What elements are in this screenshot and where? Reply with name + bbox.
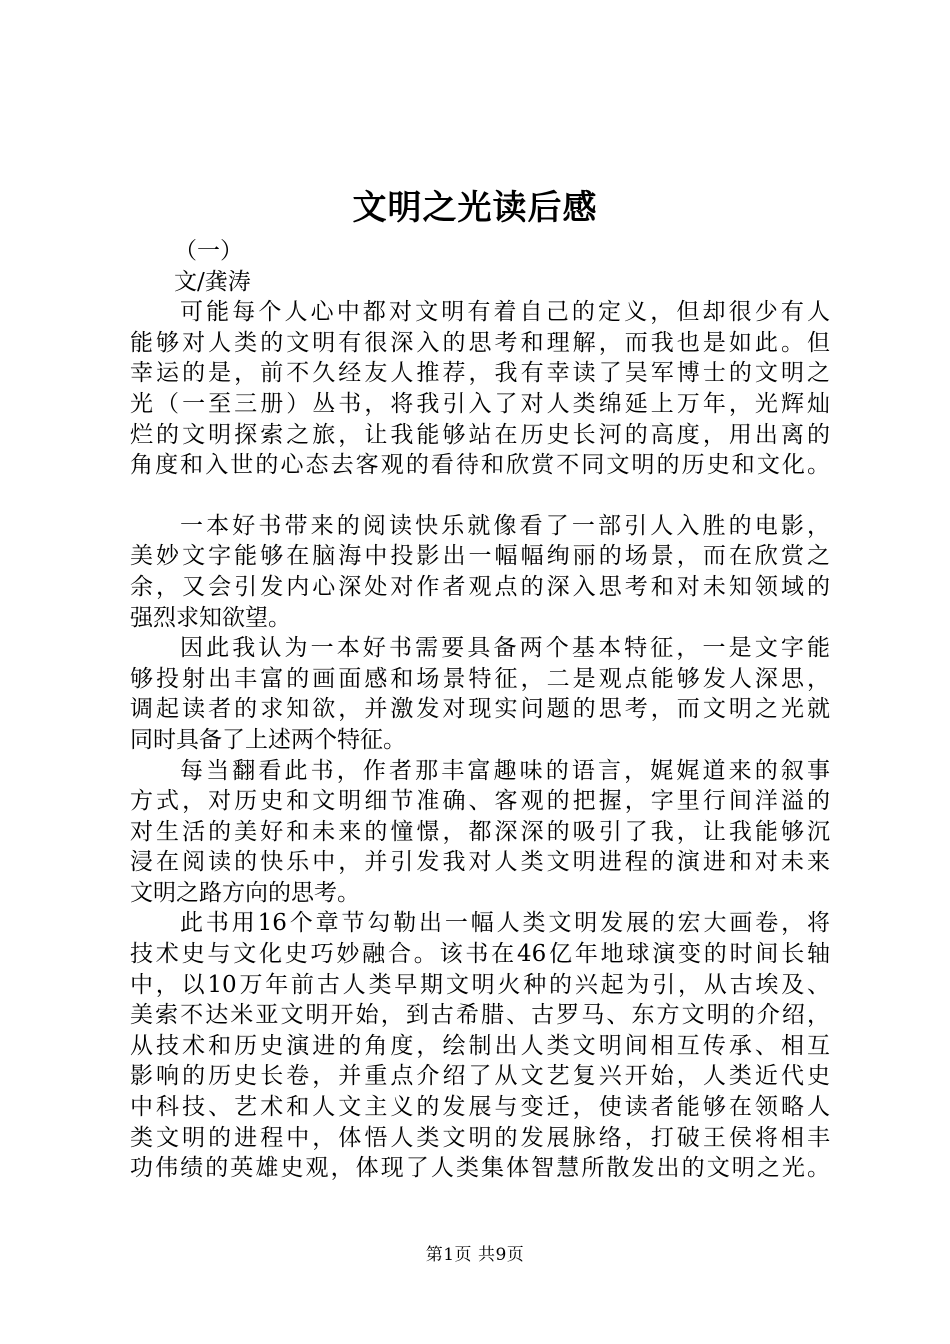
- author-line: 文/龚涛: [174, 268, 251, 295]
- paragraph-gap: [130, 481, 830, 511]
- document-body: [130, 236, 830, 1184]
- paragraph-line: 可能每个人心中都对文明有着自己的定义，但却很少有人: [180, 299, 830, 326]
- page-footer: 第1页 共9页: [425, 1245, 525, 1265]
- paragraph-1: [130, 297, 830, 481]
- paragraph-line: 调起读者的求知欲，并激发对现实问题的思考，而文明之光就: [130, 696, 830, 723]
- paragraph-line: 技术史与文化史巧妙融合。该书在46亿年地球演变的时间长轴: [130, 941, 830, 968]
- paragraph-line: 中，以10万年前古人类早期文明火种的兴起为引，从古埃及、: [130, 971, 830, 998]
- paragraph-line: 同时具备了上述两个特征。: [130, 726, 406, 753]
- paragraph-line: 美索不达米亚文明开始，到古希腊、古罗马、东方文明的介绍，: [130, 1002, 830, 1029]
- document-title: 文明之光读后感: [352, 188, 598, 228]
- paragraph-5: [130, 908, 830, 1183]
- paragraph-line: 幸运的是，前不久经友人推荐，我有幸读了吴军博士的文明之: [130, 360, 830, 387]
- paragraph-line: 角度和入世的心态去客观的看待和欣赏不同文明的历史和文化。: [130, 452, 830, 479]
- paragraph-line: 烂的文明探索之旅，让我能够站在历史长河的高度，用出离的: [130, 421, 830, 448]
- paragraph-line: 一本好书带来的阅读快乐就像看了一部引人入胜的电影，: [180, 512, 830, 539]
- paragraph-line: 从技术和历史演进的角度，绘制出人类文明间相互传承、相互: [130, 1032, 830, 1059]
- paragraph-line: 余，又会引发内心深处对作者观点的深入思考和对未知领域的: [130, 573, 830, 600]
- paragraph-3: [130, 633, 830, 755]
- paragraph-line: 文明之路方向的思考。: [130, 879, 360, 906]
- paragraph-line: 强烈求知欲望。: [130, 604, 291, 631]
- paragraph-line: 对生活的美好和未来的憧憬，都深深的吸引了我，让我能够沉: [130, 818, 830, 845]
- paragraph-line: 美妙文字能够在脑海中投影出一幅幅绚丽的场景，而在欣赏之: [130, 543, 830, 570]
- section-label: （一）: [174, 238, 243, 264]
- paragraph-line: 每当翻看此书，作者那丰富趣味的语言，娓娓道来的叙事: [180, 757, 830, 784]
- paragraph-line: 影响的历史长卷，并重点介绍了从文艺复兴开始，人类近代史: [130, 1063, 830, 1090]
- paragraph-2: [130, 511, 830, 633]
- paragraph-line: 因此我认为一本好书需要具备两个基本特征，一是文字能: [180, 635, 830, 662]
- paragraph-line: 够投射出丰富的画面感和场景特征，二是观点能够发人深思，: [130, 665, 830, 692]
- paragraph-line: 此书用16个章节勾勒出一幅人类文明发展的宏大画卷，将: [180, 910, 830, 937]
- paragraph-line: 光（一至三册）丛书，将我引入了对人类绵延上万年，光辉灿: [130, 390, 830, 417]
- paragraph-line: 中科技、艺术和人文主义的发展与变迁，使读者能够在领略人: [130, 1094, 830, 1121]
- paragraph-line: 方式，对历史和文明细节准确、客观的把握，字里行间洋溢的: [130, 788, 830, 815]
- paragraph-line: 功伟绩的英雄史观，体现了人类集体智慧所散发出的文明之光。: [130, 1155, 830, 1182]
- paragraph-line: 浸在阅读的快乐中，并引发我对人类文明进程的演进和对未来: [130, 849, 830, 876]
- paragraph-line: 能够对人类的文明有很深入的思考和理解，而我也是如此。但: [130, 329, 830, 356]
- paragraph-4: [130, 756, 830, 909]
- paragraph-line: 类文明的进程中，体悟人类文明的发展脉络，打破王侯将相丰: [130, 1124, 830, 1151]
